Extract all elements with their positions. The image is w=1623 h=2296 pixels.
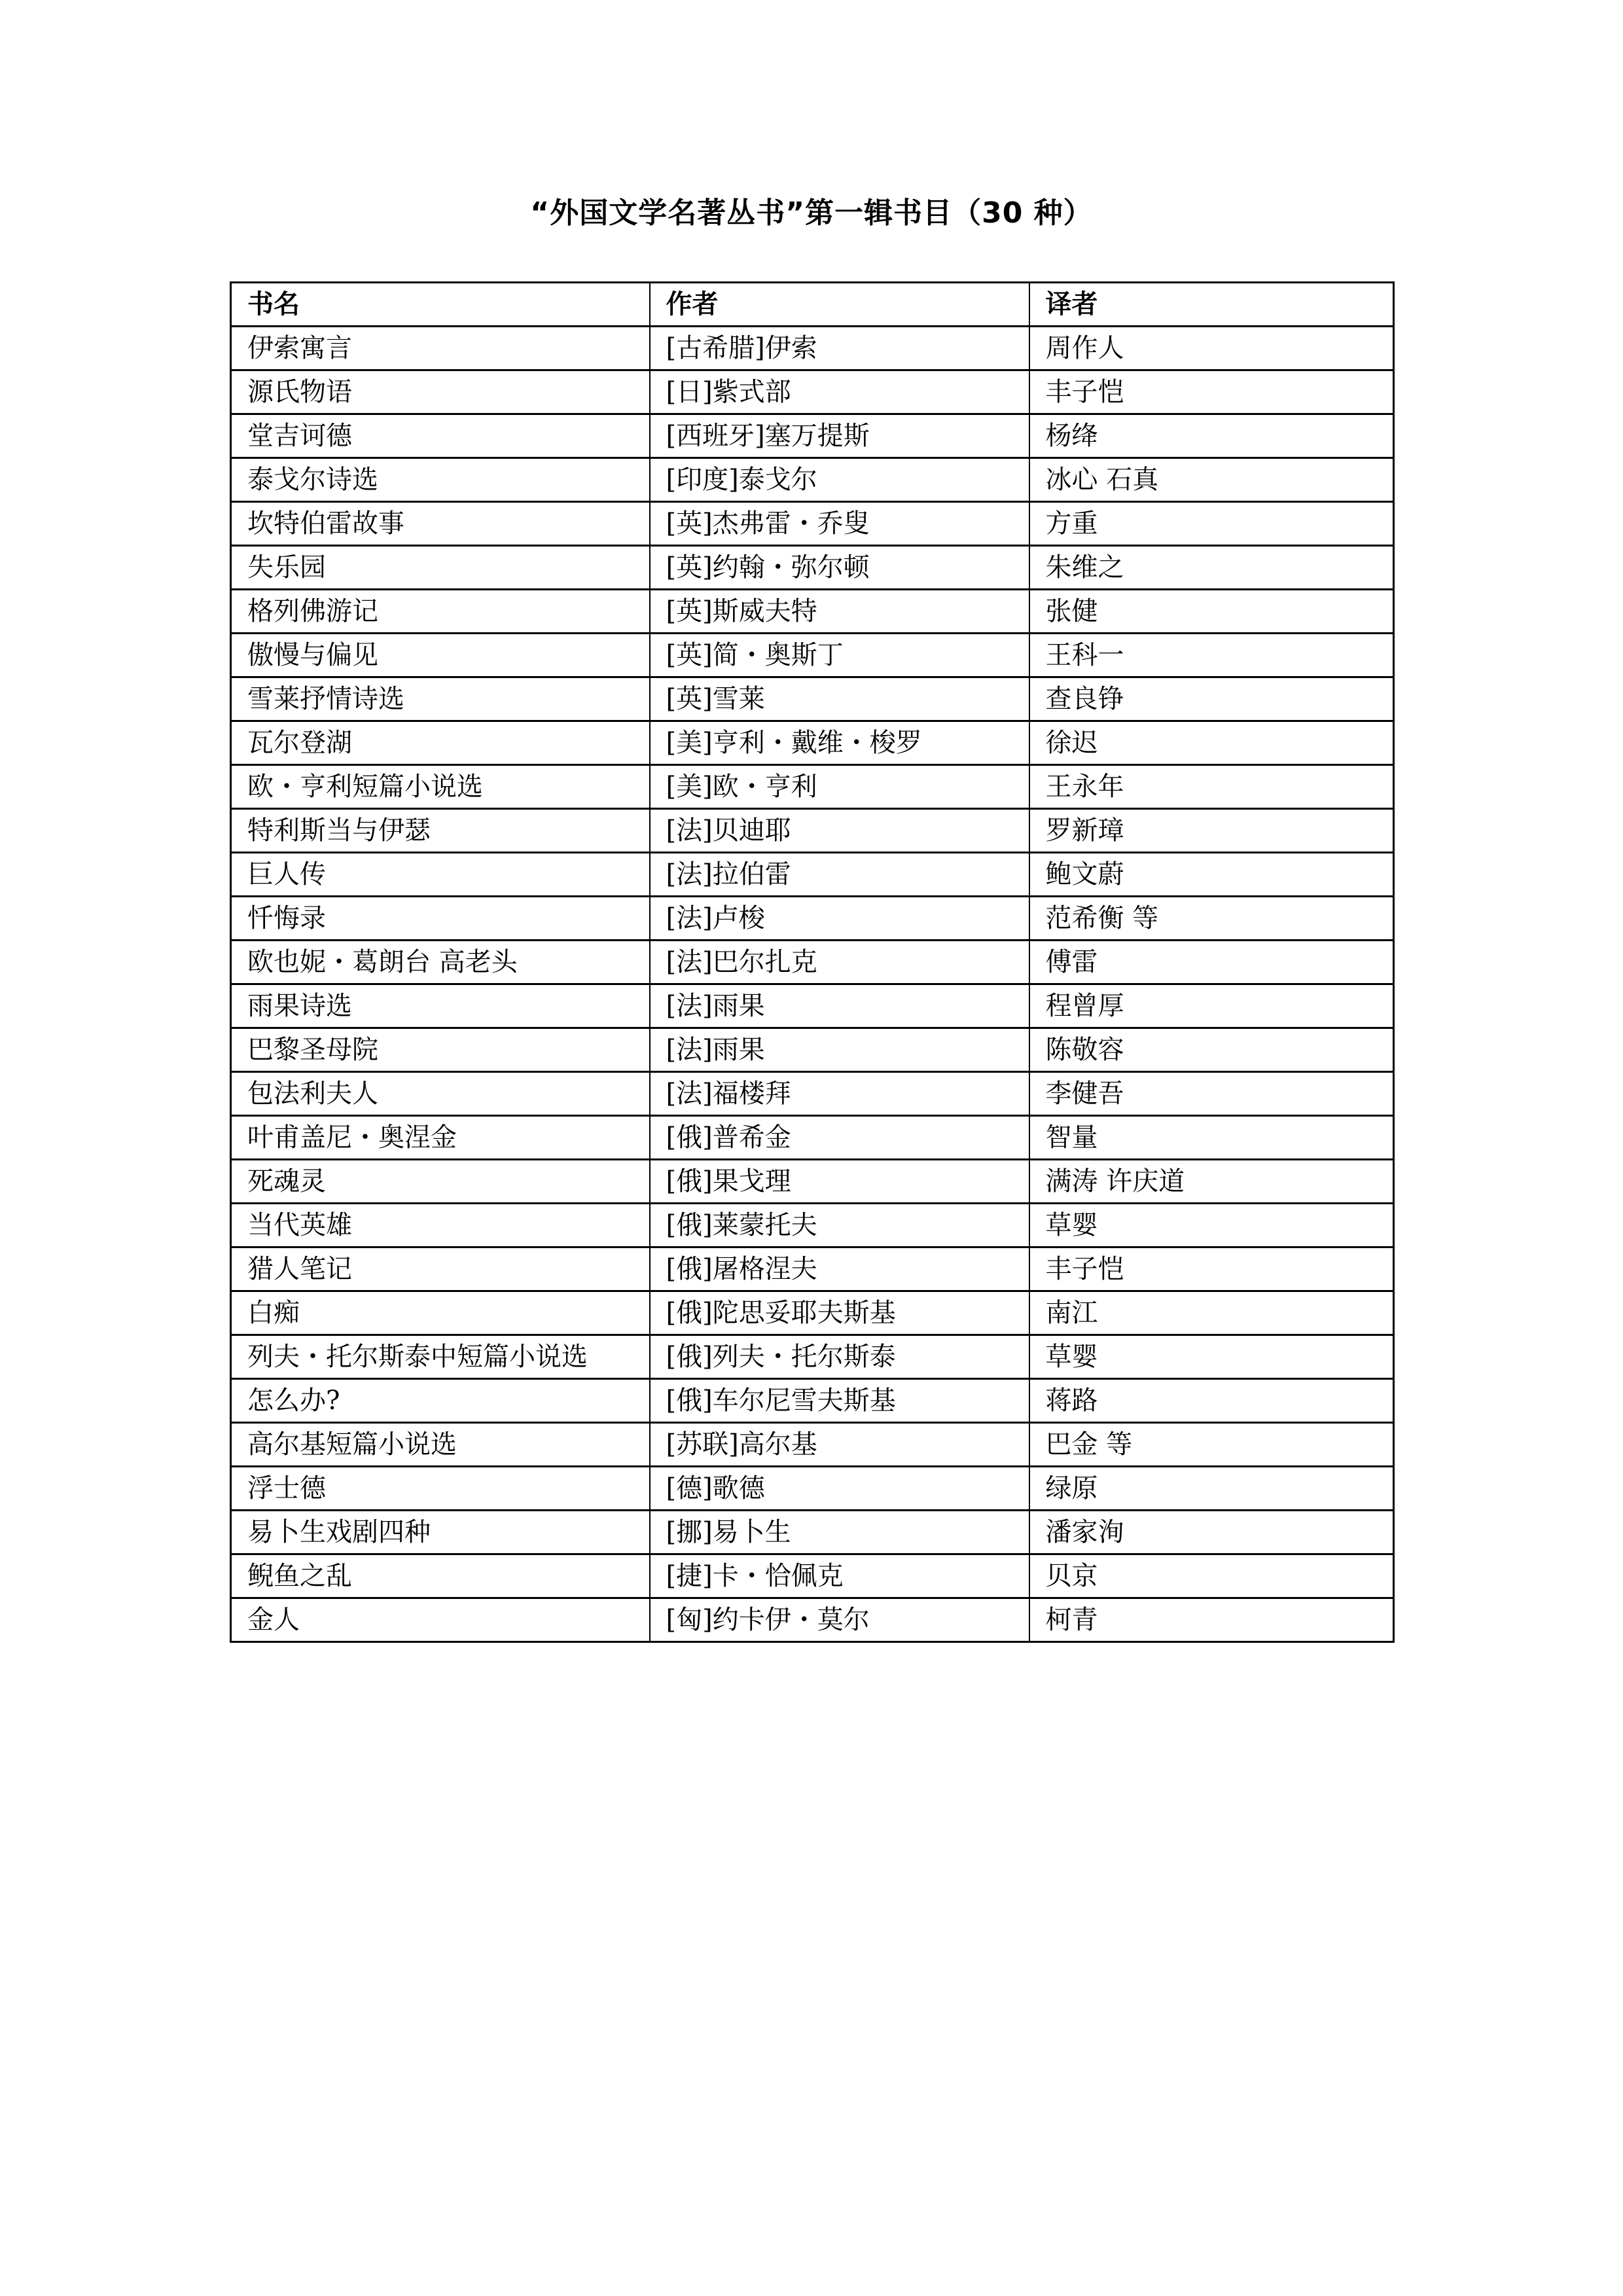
cell-title: 叶甫盖尼・奥涅金 [231, 1116, 650, 1160]
cell-author: [法]巴尔扎克 [650, 941, 1029, 984]
table-row [231, 1554, 1394, 1598]
cell-translator: 丰子恺 [1029, 1247, 1394, 1291]
cell-translator: 傅雷 [1029, 941, 1394, 984]
cell-author: [挪]易卜生 [650, 1511, 1029, 1554]
table-row [231, 590, 1394, 634]
cell-author: [英]雪莱 [650, 677, 1029, 721]
cell-title: 列夫・托尔斯泰中短篇小说选 [231, 1335, 650, 1379]
cell-translator: 贝京 [1029, 1554, 1394, 1598]
cell-title: 坎特伯雷故事 [231, 502, 650, 546]
cell-translator: 草婴 [1029, 1335, 1394, 1379]
cell-translator: 绿原 [1029, 1467, 1394, 1511]
cell-title: 金人 [231, 1598, 650, 1642]
cell-title: 堂吉诃德 [231, 414, 650, 458]
cell-translator: 潘家洵 [1029, 1511, 1394, 1554]
table-row [231, 677, 1394, 721]
table-row [231, 1379, 1394, 1423]
cell-title: 猎人笔记 [231, 1247, 650, 1291]
cell-title: 白痴 [231, 1291, 650, 1335]
table-header-row [231, 283, 1394, 327]
cell-title: 易卜生戏剧四种 [231, 1511, 650, 1554]
cell-translator: 冰心 石真 [1029, 458, 1394, 502]
cell-translator: 周作人 [1029, 327, 1394, 370]
cell-author: [法]雨果 [650, 1028, 1029, 1072]
cell-title: 失乐园 [231, 546, 650, 590]
column-header-author: 作者 [650, 283, 1029, 327]
cell-title: 傲慢与偏见 [231, 634, 650, 677]
table-row [231, 721, 1394, 765]
cell-author: [古希腊]伊索 [650, 327, 1029, 370]
cell-title: 欧・亨利短篇小说选 [231, 765, 650, 809]
table-row [231, 546, 1394, 590]
cell-title: 特利斯当与伊瑟 [231, 809, 650, 853]
cell-translator: 王科一 [1029, 634, 1394, 677]
cell-title: 鲵鱼之乱 [231, 1554, 650, 1598]
cell-translator: 满涛 许庆道 [1029, 1160, 1394, 1204]
table-row [231, 502, 1394, 546]
table-row [231, 370, 1394, 414]
cell-author: [英]约翰・弥尔顿 [650, 546, 1029, 590]
cell-author: [俄]果戈理 [650, 1160, 1029, 1204]
table-row [231, 634, 1394, 677]
cell-translator: 王永年 [1029, 765, 1394, 809]
cell-author: [英]杰弗雷・乔叟 [650, 502, 1029, 546]
cell-translator: 蒋路 [1029, 1379, 1394, 1423]
cell-author: [俄]莱蒙托夫 [650, 1204, 1029, 1247]
cell-title: 伊索寓言 [231, 327, 650, 370]
cell-title: 怎么办? [231, 1379, 650, 1423]
cell-author: [西班牙]塞万提斯 [650, 414, 1029, 458]
cell-translator: 徐迟 [1029, 721, 1394, 765]
cell-translator: 范希衡 等 [1029, 897, 1394, 941]
cell-author: [英]简・奥斯丁 [650, 634, 1029, 677]
cell-author: [法]雨果 [650, 984, 1029, 1028]
table-row [231, 765, 1394, 809]
cell-author: [美]欧・亨利 [650, 765, 1029, 809]
cell-author: [苏联]高尔基 [650, 1423, 1029, 1467]
cell-title: 雨果诗选 [231, 984, 650, 1028]
cell-translator: 丰子恺 [1029, 370, 1394, 414]
cell-translator: 朱维之 [1029, 546, 1394, 590]
cell-translator: 程曾厚 [1029, 984, 1394, 1028]
table-row [231, 984, 1394, 1028]
table-row [231, 414, 1394, 458]
cell-translator: 杨绛 [1029, 414, 1394, 458]
cell-translator: 柯青 [1029, 1598, 1394, 1642]
cell-title: 当代英雄 [231, 1204, 650, 1247]
cell-title: 雪莱抒情诗选 [231, 677, 650, 721]
cell-title: 死魂灵 [231, 1160, 650, 1204]
cell-translator: 李健吾 [1029, 1072, 1394, 1116]
table-row [231, 897, 1394, 941]
cell-author: [法]贝迪耶 [650, 809, 1029, 853]
cell-title: 泰戈尔诗选 [231, 458, 650, 502]
table-row [231, 1116, 1394, 1160]
cell-author: [德]歌德 [650, 1467, 1029, 1511]
table-row [231, 853, 1394, 897]
cell-author: [法]福楼拜 [650, 1072, 1029, 1116]
cell-translator: 罗新璋 [1029, 809, 1394, 853]
cell-author: [法]拉伯雷 [650, 853, 1029, 897]
cell-title: 高尔基短篇小说选 [231, 1423, 650, 1467]
cell-translator: 方重 [1029, 502, 1394, 546]
cell-translator: 查良铮 [1029, 677, 1394, 721]
table-row [231, 458, 1394, 502]
table-row [231, 1028, 1394, 1072]
cell-translator: 鲍文蔚 [1029, 853, 1394, 897]
cell-translator: 南江 [1029, 1291, 1394, 1335]
cell-author: [俄]普希金 [650, 1116, 1029, 1160]
table-row [231, 1160, 1394, 1204]
cell-author: [印度]泰戈尔 [650, 458, 1029, 502]
cell-author: [捷]卡・恰佩克 [650, 1554, 1029, 1598]
cell-author: [俄]屠格涅夫 [650, 1247, 1029, 1291]
table-row [231, 1423, 1394, 1467]
cell-author: [英]斯威夫特 [650, 590, 1029, 634]
cell-title: 源氏物语 [231, 370, 650, 414]
cell-translator: 草婴 [1029, 1204, 1394, 1247]
cell-author: [俄]列夫・托尔斯泰 [650, 1335, 1029, 1379]
book-list-table [230, 281, 1395, 1643]
cell-title: 包法利夫人 [231, 1072, 650, 1116]
table-row [231, 1204, 1394, 1247]
cell-title: 格列佛游记 [231, 590, 650, 634]
table-row [231, 809, 1394, 853]
cell-translator: 陈敬容 [1029, 1028, 1394, 1072]
table-row [231, 327, 1394, 370]
cell-author: [日]紫式部 [650, 370, 1029, 414]
cell-title: 巴黎圣母院 [231, 1028, 650, 1072]
table-row [231, 1598, 1394, 1642]
cell-author: [俄]车尔尼雪夫斯基 [650, 1379, 1029, 1423]
cell-author: [法]卢梭 [650, 897, 1029, 941]
cell-author: [匈]约卡伊・莫尔 [650, 1598, 1029, 1642]
cell-title: 巨人传 [231, 853, 650, 897]
table-row [231, 1467, 1394, 1511]
cell-title: 浮士德 [231, 1467, 650, 1511]
cell-title: 忏悔录 [231, 897, 650, 941]
cell-translator: 巴金 等 [1029, 1423, 1394, 1467]
table-row [231, 1335, 1394, 1379]
column-header-title: 书名 [231, 283, 650, 327]
cell-author: [俄]陀思妥耶夫斯基 [650, 1291, 1029, 1335]
column-header-translator: 译者 [1029, 283, 1394, 327]
cell-title: 瓦尔登湖 [231, 721, 650, 765]
table-row [231, 941, 1394, 984]
cell-translator: 张健 [1029, 590, 1394, 634]
cell-translator: 智量 [1029, 1116, 1394, 1160]
cell-title: 欧也妮・葛朗台 高老头 [231, 941, 650, 984]
table-row [231, 1291, 1394, 1335]
table-row [231, 1511, 1394, 1554]
table-row [231, 1072, 1394, 1116]
table-row [231, 1247, 1394, 1291]
document-title: “外国文学名著丛书”第一辑书目（30 种） [530, 196, 1093, 230]
cell-author: [美]亨利・戴维・梭罗 [650, 721, 1029, 765]
